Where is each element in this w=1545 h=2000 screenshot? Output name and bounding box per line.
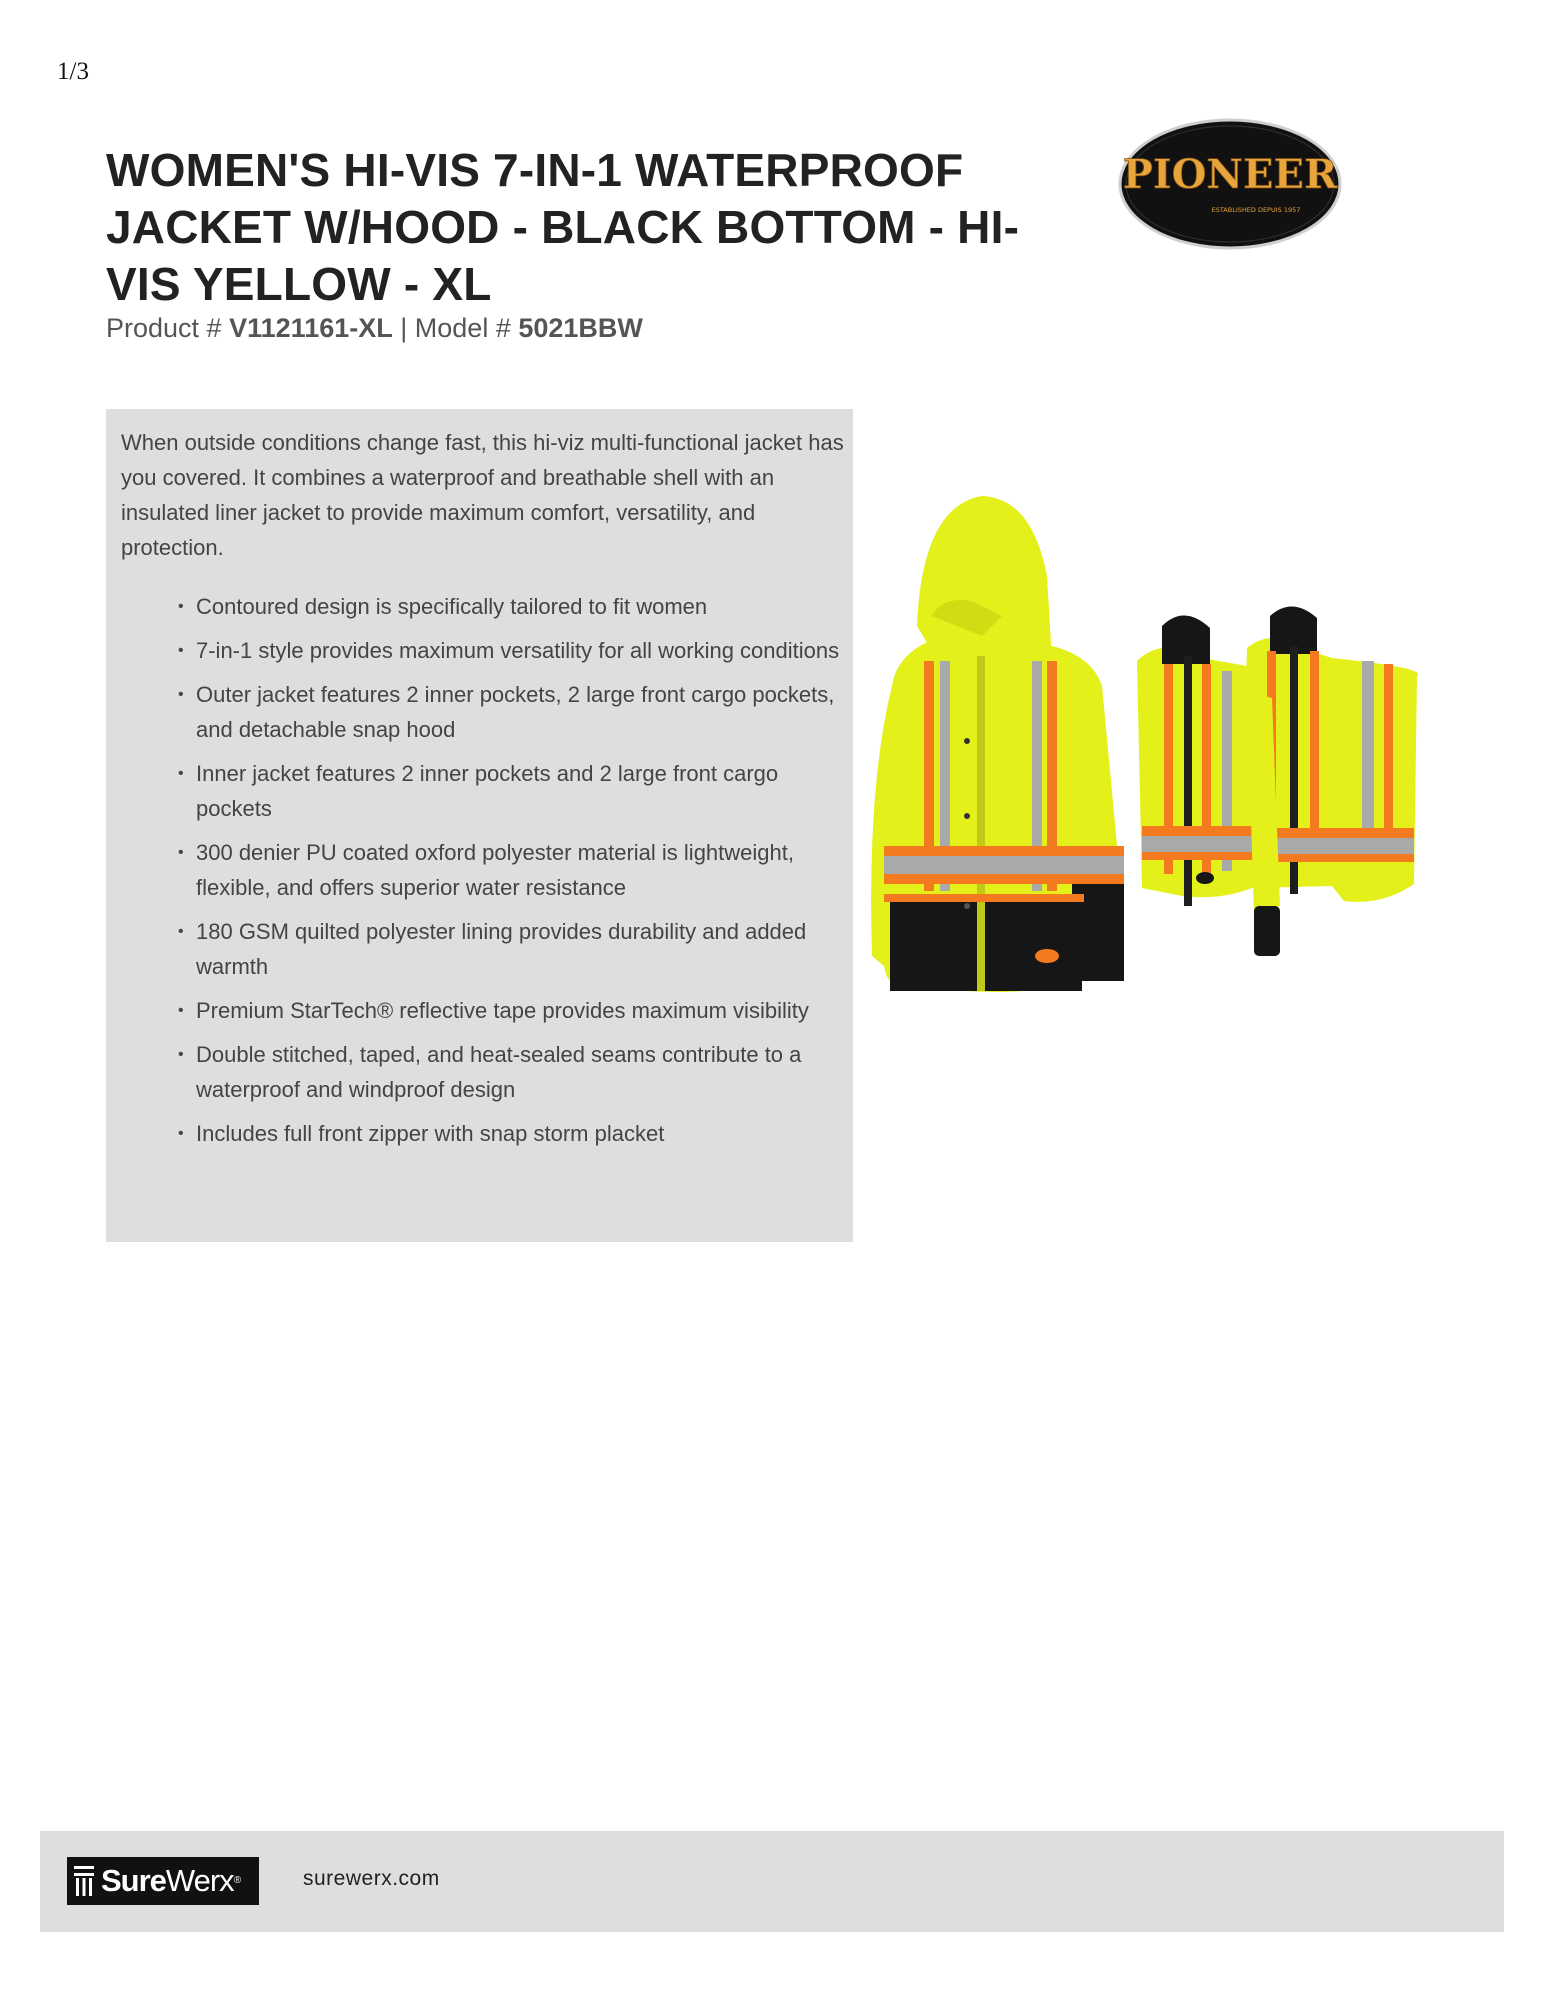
logo-tagline: ESTABLISHED DEPUIS 1957 — [1211, 206, 1301, 214]
surewerx-mark-icon — [73, 1864, 95, 1898]
description-panel — [106, 409, 853, 1242]
page-number: 1/3 — [57, 58, 89, 85]
logo-light-text: Werx — [165, 1863, 234, 1898]
list-item — [180, 756, 840, 826]
product-image — [862, 486, 1428, 998]
list-item — [180, 1116, 840, 1151]
product-label: Product # — [106, 313, 222, 343]
bullet-icon: • — [178, 686, 184, 703]
bullet-icon: • — [178, 1002, 184, 1019]
surewerx-wordmark: SureWerx® — [101, 1863, 241, 1898]
feature-text: 300 denier PU coated oxford polyester material is lightweight, flexible, and offers superior water resistance — [196, 840, 794, 900]
pioneer-logo — [1118, 118, 1342, 250]
feature-text: Outer jacket features 2 inner pockets, 2 large front cargo pockets, and detachable snap hood — [196, 682, 835, 742]
product-number: V1121161-XL — [229, 313, 393, 343]
surewerx-logo — [67, 1857, 259, 1905]
product-title: WOMEN'S HI-VIS 7-IN-1 WATERPROOF JACKET W/HOOD - BLACK BOTTOM - HI-VIS YELLOW - XL — [106, 144, 1020, 310]
feature-text: Inner jacket features 2 inner pockets and 2 large front cargo pockets — [196, 761, 779, 821]
feature-list — [180, 589, 840, 1160]
footer — [40, 1831, 1504, 1932]
outer-jacket-illustration — [871, 496, 1124, 992]
list-item — [180, 914, 840, 984]
model-number: 5021BBW — [518, 313, 643, 343]
list-item — [180, 633, 840, 668]
bullet-icon: • — [178, 598, 184, 615]
bullet-icon: • — [178, 765, 184, 782]
separator: | — [400, 313, 408, 343]
footer-url[interactable]: surewerx.com — [303, 1867, 440, 1890]
bullet-icon: • — [178, 642, 184, 659]
product-identifiers — [106, 313, 643, 344]
list-item — [180, 589, 840, 624]
feature-text: Includes full front zipper with snap storm placket — [196, 1121, 665, 1146]
description-intro: When outside conditions change fast, this hi-viz multi-functional jacket has you covered. It combines a waterproof and breathable shell with an insulated liner jacket to provide maximum comfort, versatility, and protection. — [121, 430, 844, 560]
logo-text: PIONEER — [1122, 151, 1338, 198]
bullet-icon: • — [178, 1125, 184, 1142]
model-label: Model # — [414, 313, 511, 343]
bullet-icon: • — [178, 844, 184, 861]
feature-text: 180 GSM quilted polyester lining provides durability and added warmth — [196, 919, 807, 979]
list-item — [180, 1037, 840, 1107]
feature-text: 7-in-1 style provides maximum versatility for all working conditions — [196, 638, 840, 663]
list-item — [180, 993, 840, 1028]
feature-text: Double stitched, taped, and heat-sealed seams contribute to a waterproof and windproof design — [196, 1042, 802, 1102]
feature-text: Premium StarTech® reflective tape provides maximum visibility — [196, 998, 809, 1023]
list-item — [180, 835, 840, 905]
feature-text: Contoured design is specifically tailored to fit women — [196, 594, 708, 619]
bullet-icon: • — [178, 923, 184, 940]
list-item — [180, 677, 840, 747]
bullet-icon: • — [178, 1046, 184, 1063]
logo-bold-text: Sure — [101, 1863, 166, 1898]
